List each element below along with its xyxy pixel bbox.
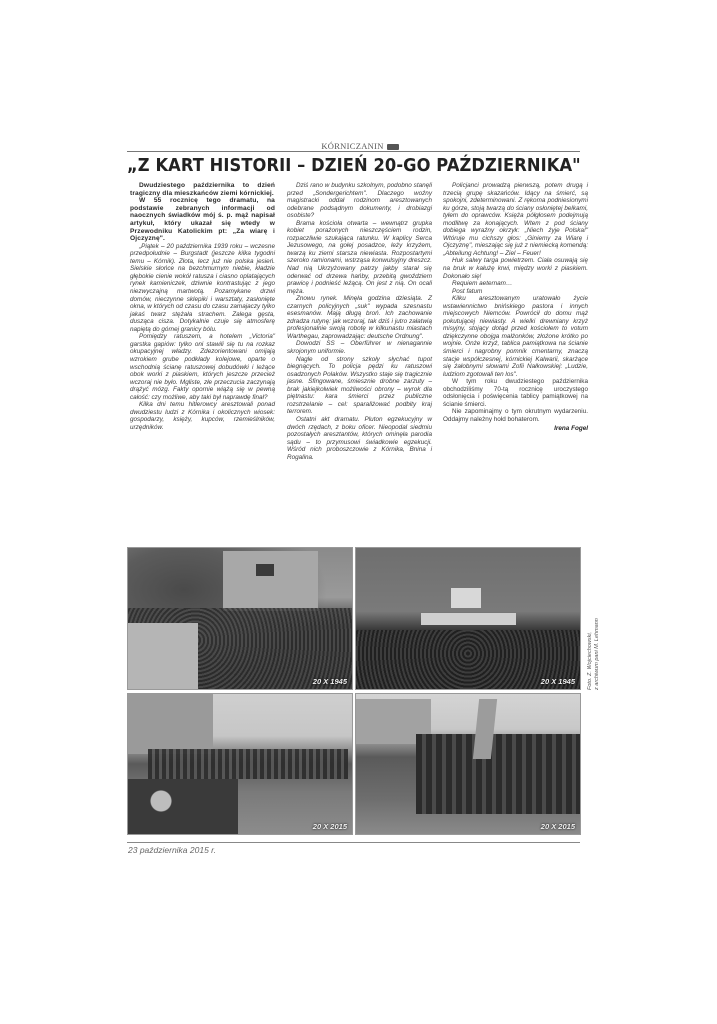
photo-caption: 20 X 1945	[540, 677, 575, 686]
header-divider	[127, 151, 580, 152]
photo-credit-line: z archiwum pani M. Lehmann	[593, 618, 600, 690]
photo-caption: 20 X 2015	[540, 822, 575, 831]
photo-building	[128, 694, 213, 754]
photo-crowd-line	[148, 749, 348, 779]
photo-credit-line: Foto. Z. Wojciechowski,	[587, 631, 593, 690]
body-paragraph: W tym roku dwudziestego października obchodziliśmy 70-tą rocznicę uroczystego odsłonięcia i poświęcenia tablicy pamiątkowej na ścianie śmierci.	[443, 378, 588, 408]
body-paragraph: Kilku aresztowanym uratowało życie wstawiennictwo bnińskiego pastora i innych miejscowych Niemców. Powrócił do domu mąż pokutującej niewiasty. A wielki drewniany krzyż misyjny, stojący dotąd przed kościołem to votum dziękczynne obojga małżonków, złożone krótko po wojnie. Onże krzyż, tablica pamiątkowa na ścianie śmierci i nagrobny pomnik cmentarny, znaczą stacje współczesnej, kórnickiej Kalwarii, skarżące się żałobnymi słowami Zofii Nałkowskiej: „Ludzie, ludziom zgotowali ten los".	[443, 295, 588, 378]
body-paragraph: Huk salwy targa powietrzem. Ciała osuwają się na bruk w kałużę krwi, między worki z piaskiem. Dokonało się!	[443, 257, 588, 280]
lead-paragraph: Dwudziestego października to dzień tragiczny dla mieszkańców ziemi kórnickiej.	[130, 182, 275, 197]
body-paragraph: „Piątek – 20 października 1939 roku – wczesne przedpołudnie – Burgstadt (jeszcze kilka tygodni temu – Kórnik). Złota, lecz już nie polska jesień. Sielskie słońce na bezchmurnym niebie, kładzie głębokie cienie wokół ratusza i ciasno oplatających rynek kamieniczek, dziwnie kontrastując z jego niezwyczajną martwotą. Pozamykane drzwi domów, nieczynne sklepiki i warsztaty, zasłonięte okna, w których od czasu do czasu zamajaczy tylko jakaś twarz stężała strachem. Zalega gęsta, dusząca cisza. Dotykalnie czuje się atmosferę napiętą do górnej granicy bólu.	[130, 242, 275, 333]
photo-wall	[223, 551, 318, 611]
publication-logo-icon	[387, 144, 399, 150]
photo-altar	[451, 588, 481, 608]
body-paragraph: Ostatni akt dramatu. Pluton egzekucyjny w dwóch rzędach, z boku oficer. Nieopodal siedmiu pozostałych aresztantów, których ominęła parodia sądu – to przymusowi świadkowie egzekucji. Wśród nich proboszczowie z Kórnika, Bnina i Rogalina.	[287, 415, 432, 461]
photo-veterans-row	[416, 734, 580, 814]
body-paragraph: Pomiędzy ratuszem, a hotelem „Victoria" garstka gapiów: tylko oni stawili się tu na rozkaz okupacyjnej władzy. Zdezorientowani omijają wzrokiem grube podkłady kolejowe, oparte o wschodnią ścianę ratuszowej dobudówki i leżące obok worki z piaskiem, których jeszcze przecież wczoraj nie było. Mgliste, złe przeczucia zaczynają drążyć mózg. Fakty opornie wiążą się w pewną całość: czy możliwe, aby taki był naprawdę finał?	[130, 333, 275, 401]
photo-pavement	[128, 623, 198, 689]
photo-plaque	[256, 564, 274, 576]
photo-1945-memorial-crowd	[127, 547, 353, 690]
text-column-1	[130, 182, 275, 431]
body-paragraph: Brama kościoła otwarta – wewnątrz grupka kobiet porażonych nieszczęściem rodzin, rozpaczliwie szukająca ratunku. W kaplicy Serca Jezusowego, na gołej posadzce, leży krzyżem, twarzą ku ziemi starsza niewiasta. Rozpostartymi szeroko ramionami, wstrząsa konwulsyjny dreszcz. Nad nią Ukrzyżowany patrzy jakby starał się oderwać od drzewa hańby, przebitą gwoździem prawicę i podnieść leżącą. On jest z nią. On ocali męża.	[287, 219, 432, 295]
body-paragraph: Kilka dni temu hitlerowcy aresztowali ponad dwudziestu ludzi z Kórnika i okolicznych wiosek: gospodarzy, księży, kupców, rzemieślników, urzędników.	[130, 401, 275, 431]
photo-caption: 20 X 1945	[312, 677, 347, 686]
issue-date: 23 października 2015 r.	[128, 845, 217, 855]
publication-name: KÓRNICZANIN	[321, 141, 384, 151]
body-paragraph: Znowu rynek. Minęła godzina dziesiąta. Z czarnych policyjnych „suk" wypada szesnastu esesmanów. Mają długą broń. Ich zachowanie zdradza rutynę: jak wczoraj, tak dziś i jutro załatwią profesjonalnie swoją robotę w kilkunastu miastach Warthegau, zaprowadzając: deutsche Ordnung".	[287, 295, 432, 340]
photo-credit	[587, 618, 600, 690]
photo-caption: 20 X 2015	[312, 822, 347, 831]
footer-divider	[127, 842, 580, 843]
body-paragraph: Policjanci prowadzą pierwszą, potem drugą i trzecią grupę skazańców. Idący na śmierć, są spokojni, zdeterminowani. Z rękoma podniesionymi ku górze, stoją twarzą do ściany osłoniętej belkami, tyłem do oprawców. Księża półgłosem podejmują modlitwę za konających. Wtem z pod ściany dobiega wyraźny okrzyk: „Niech żyje Polska!" Wtóruje mu cichszy głos: „Giniemy za Wiarę i Ojczyznę", mieszając się już z niemiecką komendą: „Abteilung Achtung! – Ziel – Feuer!	[443, 182, 588, 257]
photo-children	[128, 779, 238, 834]
body-paragraph: Post fatum	[452, 287, 483, 295]
body-paragraph: Nagle od strony szkoły słychać tupot biegnących. To policja pędzi ku ratuszowi osadzonych Polaków. Wszystko staje się tragicznie jasne. Sfingowane, śmiesznie drobne zarzuty – brak jakiejkolwiek możliwości obrony – wyrok dla piętnastu: kara śmierci przez publiczne rozstrzelanie – cel: sparaliżować podbity kraj terrorem.	[287, 355, 432, 416]
text-column-3	[443, 182, 588, 432]
author-signature: Irena Fogel	[554, 424, 588, 432]
body-paragraph: Dowodzi SS – Oberführer w nienagannie skrojonym uniformie.	[287, 340, 432, 356]
photo-2015-veterans	[355, 693, 581, 835]
photo-clergy	[421, 613, 516, 625]
body-paragraph: Dziś rano w budynku szkolnym, podobno stanęli przed „Sondergerichtem". Dlaczego woźny magistracki oddał rodzinom aresztowanych odebrane podsądnym dokumenty, i drobiazgi osobiste?	[287, 182, 432, 220]
article-title: „Z KART HISTORII – DZIEŃ 20-GO PAŹDZIERNIKA"	[127, 156, 581, 176]
text-column-2	[287, 182, 432, 461]
photo-2015-street-ceremony	[127, 693, 353, 835]
body-paragraph: Nie zapominajmy o tym okrutnym wydarzeniu. Oddajmy należny hołd bohaterom.	[443, 408, 588, 423]
body-paragraph: Requiem aeternam…	[452, 280, 513, 288]
photo-1945-outdoor-mass	[355, 547, 581, 690]
lead-paragraph: W 55 rocznicę tego dramatu, na podstawie zebranych informacji od naocznych świadków mój ś. p. mąż napisał artykuł, który ukazał się wtedy w Przewodniku Katolickim pt: „Za wiarę i Ojczyznę".	[130, 197, 275, 243]
